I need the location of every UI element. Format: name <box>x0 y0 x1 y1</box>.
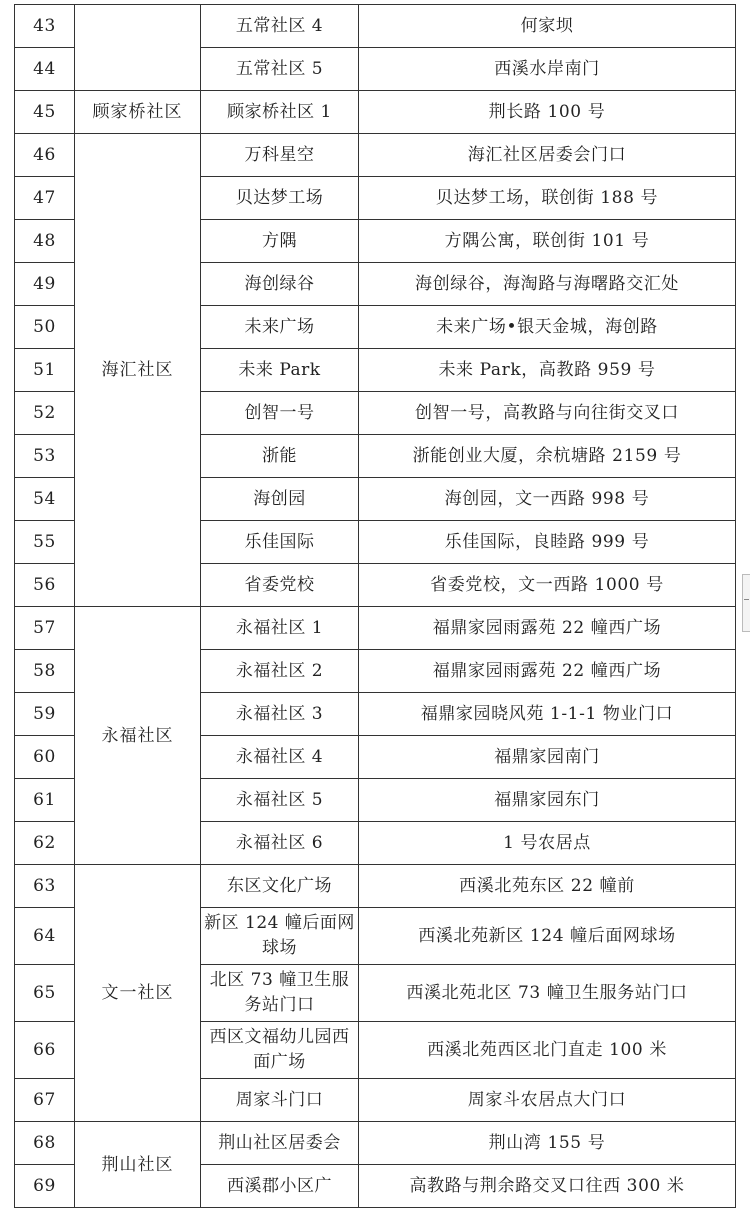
site-name: 荆山社区居委会 <box>201 1122 359 1165</box>
row-number: 55 <box>15 521 75 564</box>
site-address: 未来广场•银天金城，海创路 <box>359 306 736 349</box>
site-name: 北区 73 幢卫生服务站门口 <box>201 965 359 1022</box>
site-name: 五常社区 5 <box>201 48 359 91</box>
community-cell: 文一社区 <box>75 865 201 1122</box>
site-name: 新区 124 幢后面网球场 <box>201 908 359 965</box>
row-number: 65 <box>15 965 75 1022</box>
site-address: 高教路与荆余路交叉口往西 300 米 <box>359 1165 736 1208</box>
row-number: 54 <box>15 478 75 521</box>
community-cell: 海汇社区 <box>75 134 201 607</box>
row-number: 60 <box>15 736 75 779</box>
site-address: 省委党校，文一西路 1000 号 <box>359 564 736 607</box>
site-address: 方隅公寓，联创街 101 号 <box>359 220 736 263</box>
row-number: 58 <box>15 650 75 693</box>
table-row <box>15 865 736 908</box>
site-address: 海汇社区居委会门口 <box>359 134 736 177</box>
site-address: 创智一号，高教路与向往街交叉口 <box>359 392 736 435</box>
site-address: 福鼎家园东门 <box>359 779 736 822</box>
site-address: 荆山湾 155 号 <box>359 1122 736 1165</box>
row-number: 61 <box>15 779 75 822</box>
row-number: 63 <box>15 865 75 908</box>
row-number: 64 <box>15 908 75 965</box>
site-address: 海创绿谷，海淘路与海曙路交汇处 <box>359 263 736 306</box>
row-number: 67 <box>15 1079 75 1122</box>
page-edge-marker <box>742 574 750 632</box>
site-name: 贝达梦工场 <box>201 177 359 220</box>
site-name: 东区文化广场 <box>201 865 359 908</box>
row-number: 49 <box>15 263 75 306</box>
site-name: 万科星空 <box>201 134 359 177</box>
site-name: 永福社区 2 <box>201 650 359 693</box>
table-row <box>15 1122 736 1165</box>
site-address: 海创园，文一西路 998 号 <box>359 478 736 521</box>
community-cell: 永福社区 <box>75 607 201 865</box>
row-number: 44 <box>15 48 75 91</box>
site-name: 五常社区 4 <box>201 5 359 48</box>
site-name: 海创绿谷 <box>201 263 359 306</box>
site-address: 乐佳国际，良睦路 999 号 <box>359 521 736 564</box>
site-name: 永福社区 4 <box>201 736 359 779</box>
table-row <box>15 607 736 650</box>
site-name: 方隅 <box>201 220 359 263</box>
site-name: 乐佳国际 <box>201 521 359 564</box>
site-address: 福鼎家园雨露苑 22 幢西广场 <box>359 650 736 693</box>
site-address: 荆长路 100 号 <box>359 91 736 134</box>
row-number: 47 <box>15 177 75 220</box>
site-name: 西溪郡小区广 <box>201 1165 359 1208</box>
site-name: 西区文福幼儿园西面广场 <box>201 1022 359 1079</box>
table-row <box>15 5 736 48</box>
row-number: 62 <box>15 822 75 865</box>
row-number: 48 <box>15 220 75 263</box>
site-name: 永福社区 1 <box>201 607 359 650</box>
row-number: 45 <box>15 91 75 134</box>
row-number: 46 <box>15 134 75 177</box>
row-number: 69 <box>15 1165 75 1208</box>
site-address: 福鼎家园雨露苑 22 幢西广场 <box>359 607 736 650</box>
community-cell: 顾家桥社区 <box>75 91 201 134</box>
site-address: 西溪水岸南门 <box>359 48 736 91</box>
site-address: 西溪北苑北区 73 幢卫生服务站门口 <box>359 965 736 1022</box>
site-name: 周家斗门口 <box>201 1079 359 1122</box>
site-address: 1 号农居点 <box>359 822 736 865</box>
site-address: 未来 Park，高教路 959 号 <box>359 349 736 392</box>
community-cell: 荆山社区 <box>75 1122 201 1208</box>
site-address: 贝达梦工场，联创街 188 号 <box>359 177 736 220</box>
site-name: 顾家桥社区 1 <box>201 91 359 134</box>
row-number: 57 <box>15 607 75 650</box>
site-name: 永福社区 3 <box>201 693 359 736</box>
row-number: 52 <box>15 392 75 435</box>
row-number: 50 <box>15 306 75 349</box>
row-number: 66 <box>15 1022 75 1079</box>
site-name: 省委党校 <box>201 564 359 607</box>
site-name: 创智一号 <box>201 392 359 435</box>
site-name: 未来 Park <box>201 349 359 392</box>
row-number: 51 <box>15 349 75 392</box>
site-name: 永福社区 6 <box>201 822 359 865</box>
community-cell <box>75 5 201 91</box>
site-address: 周家斗农居点大门口 <box>359 1079 736 1122</box>
site-address: 西溪北苑东区 22 幢前 <box>359 865 736 908</box>
site-address: 福鼎家园晓风苑 1-1-1 物业门口 <box>359 693 736 736</box>
row-number: 56 <box>15 564 75 607</box>
site-name: 未来广场 <box>201 306 359 349</box>
site-address: 西溪北苑新区 124 幢后面网球场 <box>359 908 736 965</box>
site-address: 福鼎家园南门 <box>359 736 736 779</box>
table-row <box>15 91 736 134</box>
site-address: 西溪北苑西区北门直走 100 米 <box>359 1022 736 1079</box>
site-name: 海创园 <box>201 478 359 521</box>
row-number: 53 <box>15 435 75 478</box>
site-name: 浙能 <box>201 435 359 478</box>
site-address: 何家坝 <box>359 5 736 48</box>
site-address: 浙能创业大厦，余杭塘路 2159 号 <box>359 435 736 478</box>
row-number: 43 <box>15 5 75 48</box>
row-number: 59 <box>15 693 75 736</box>
site-name: 永福社区 5 <box>201 779 359 822</box>
row-number: 68 <box>15 1122 75 1165</box>
table-row <box>15 134 736 177</box>
site-table <box>14 4 736 1208</box>
